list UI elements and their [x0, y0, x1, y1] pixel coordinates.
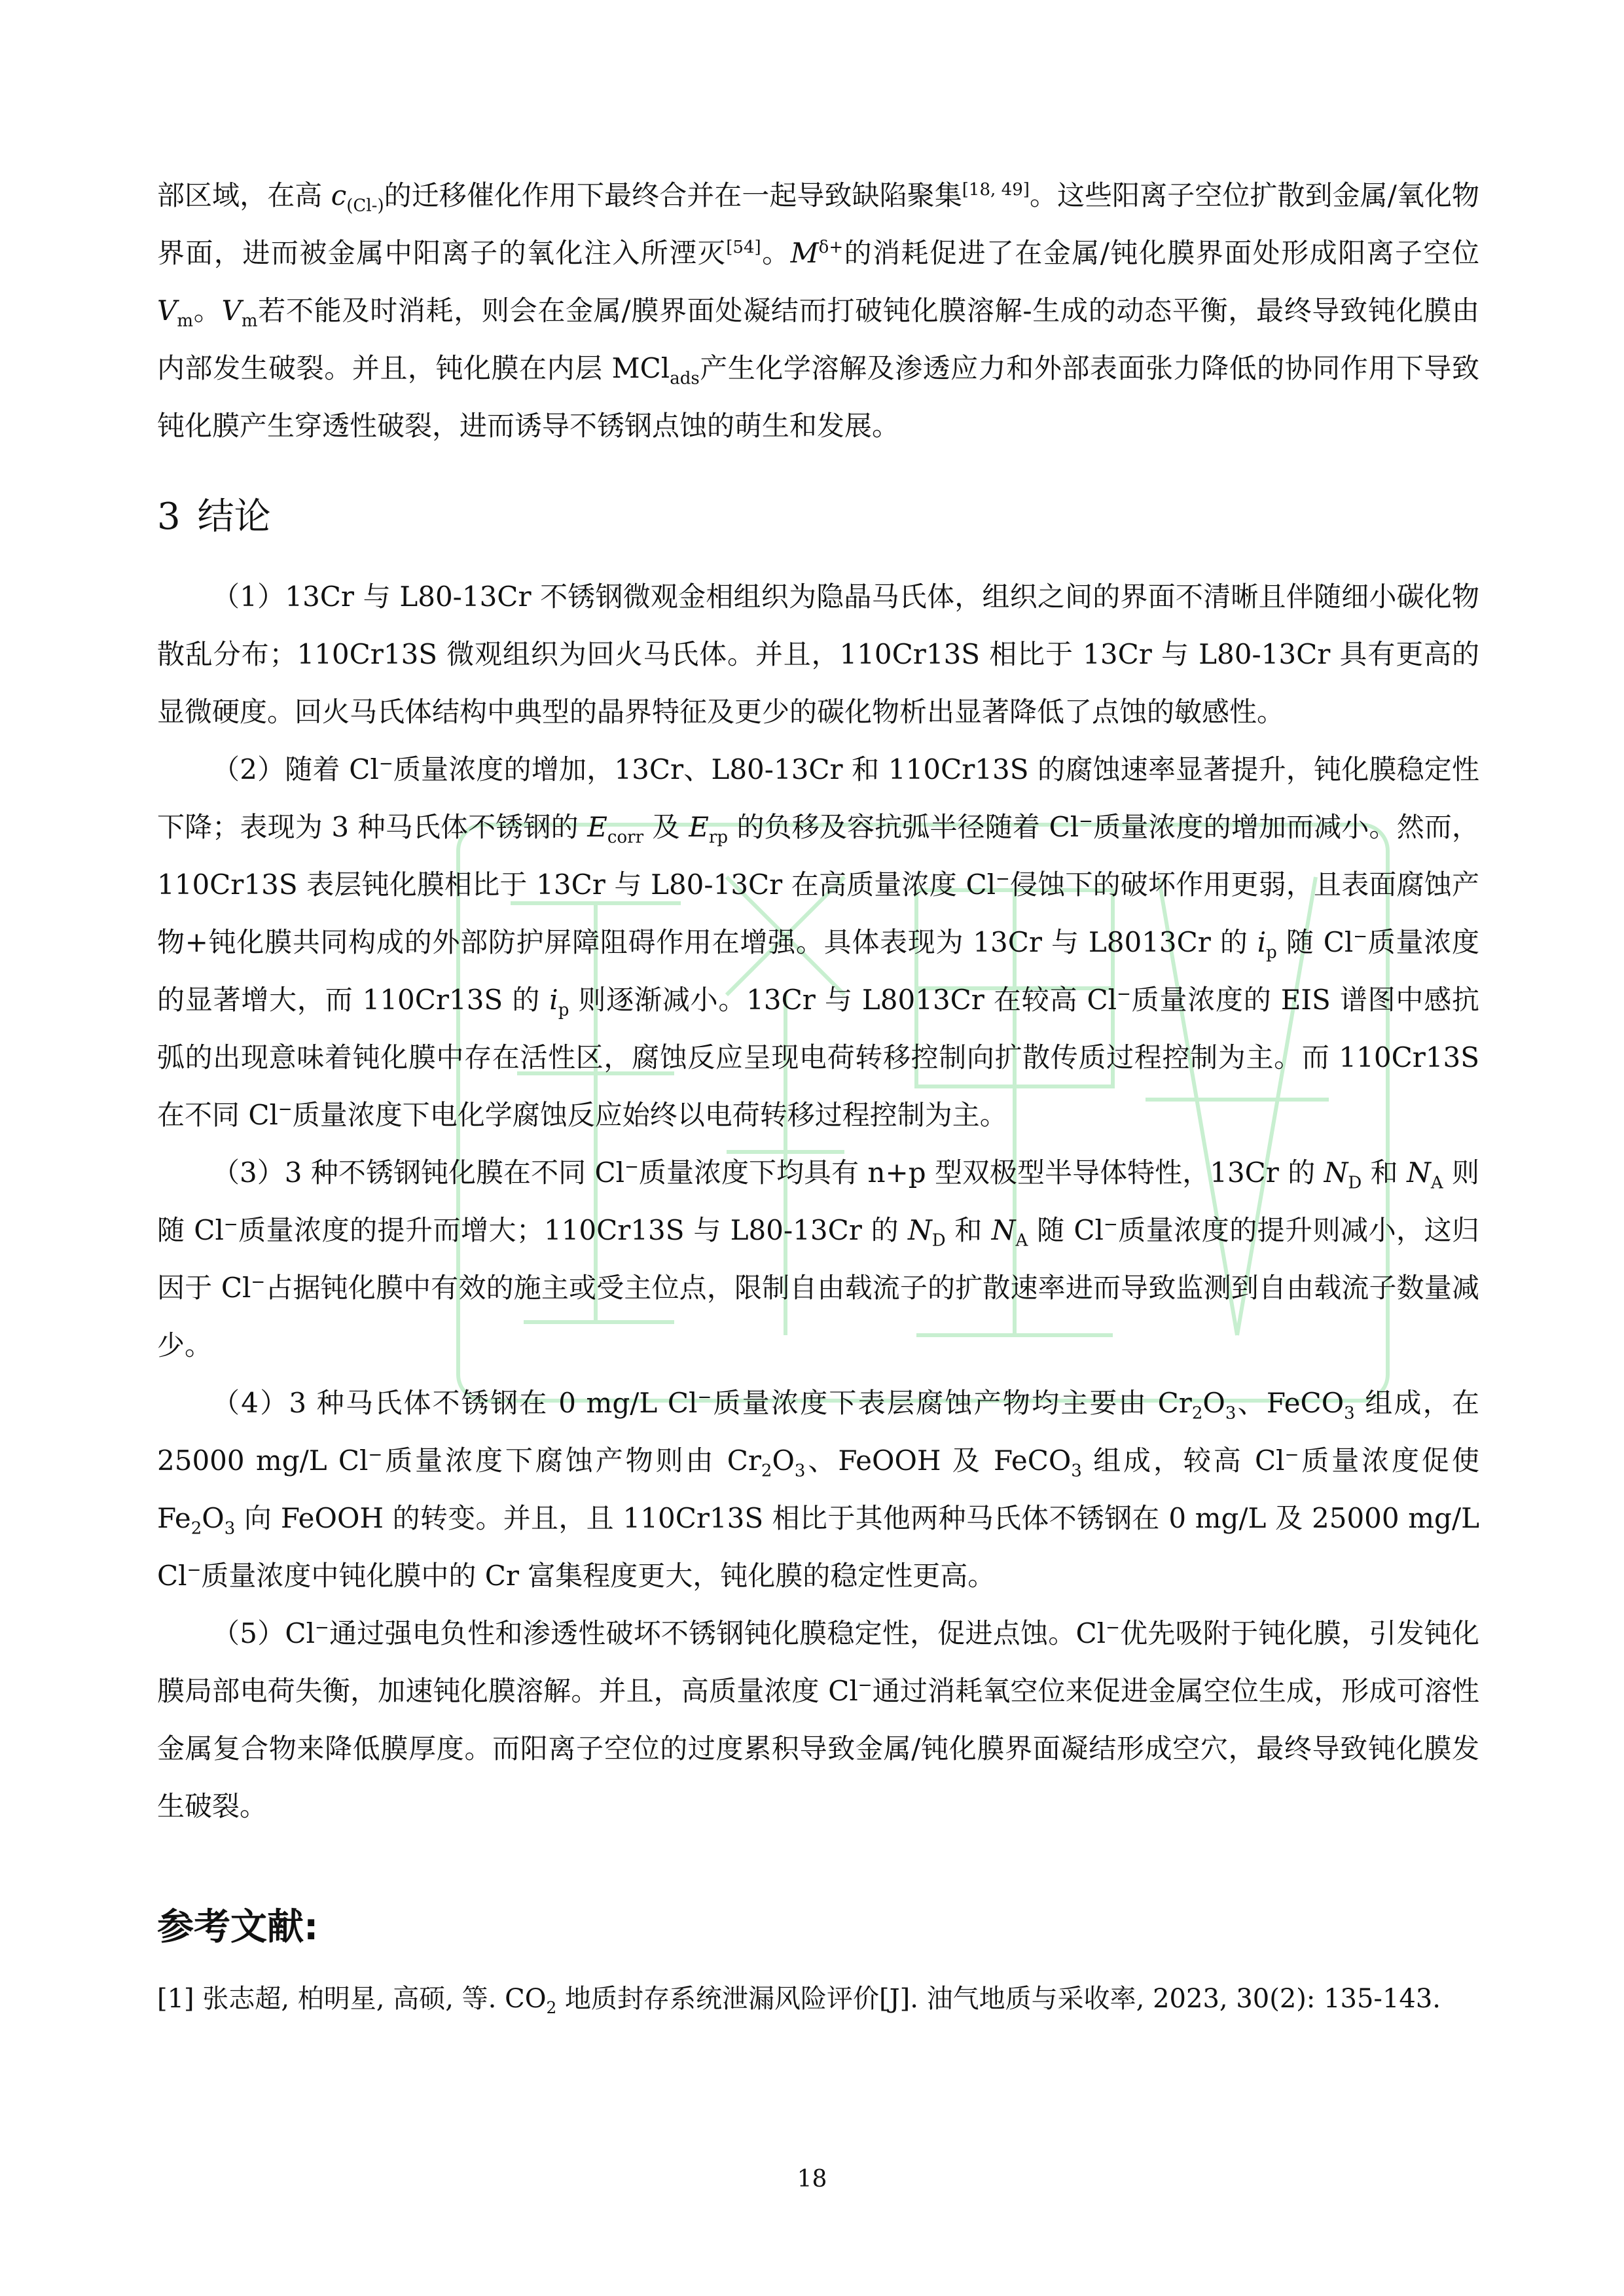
conclusion-paragraph-5: [157, 1605, 1479, 1835]
text-run: 则随 Cl: [157, 1157, 1480, 1246]
text-run: （1）13Cr 与 L80-13Cr 不锈钢微观金相组织为隐晶马氏体，组织之间的界面不清晰且伴随细小碳化物散乱分布；110Cr13S 微观组织为回火马氏体。并且，110Cr13S 相比于 13Cr 与 L80-13Cr 具有更高的显微硬度。回火马氏体结构中典型的晶界特征及更少的碳化物析出显著降低了点蚀的敏感性。: [157, 581, 1479, 728]
italic-symbol: M: [790, 237, 819, 269]
text-run: 质量浓度下腐蚀产物则由 Cr: [382, 1444, 761, 1477]
superscript-text: −: [368, 1445, 383, 1465]
italic-symbol: N: [1324, 1157, 1348, 1189]
text-run: 质量浓度的增加而减小。然而，110Cr13S 表层钝化膜相比于 13Cr 与 L80-13Cr 在高质量浓度 Cl: [157, 811, 1479, 901]
text-run: [1] 张志超, 柏明星, 高硕, 等. CO: [157, 1984, 547, 2014]
italic-symbol: i: [549, 984, 558, 1016]
subscript-text: p: [1266, 942, 1277, 963]
page-number: 18: [797, 2166, 827, 2193]
references-heading: 参考文献:: [157, 1906, 319, 1948]
text-run: 质量浓度的显著增大，而 110Cr13S 的: [157, 926, 1479, 1016]
superscript-text: −: [1117, 984, 1131, 1004]
superscript-text: −: [1353, 927, 1368, 946]
text-run: （2）随着 Cl: [212, 753, 379, 785]
text-run: 、FeOOH 及 FeCO: [805, 1444, 1072, 1477]
conclusion-paragraph-1: [157, 568, 1479, 741]
text-run: 质量浓度下均具有 n+p 型双极型半导体特性，13Cr 的: [638, 1157, 1324, 1189]
italic-symbol: N: [1407, 1157, 1431, 1189]
text-run: O: [772, 1444, 795, 1477]
text-run: 占据钝化膜中有效的施主或受主位点，限制自由载流子的扩散速率进而导致监测到自由载流子数量减少。: [157, 1272, 1479, 1361]
superscript-text: −: [315, 1618, 329, 1638]
text-run: （5）Cl: [212, 1617, 316, 1649]
text-run: 的负移及容抗弧半径随着 Cl: [727, 811, 1079, 843]
subscript-text: 2: [761, 1461, 772, 1481]
subscript-text: (Cl-): [346, 196, 384, 216]
text-run: 优先吸附于钝化膜，引发钝化膜局部电荷失衡，加速钝化膜溶解。并且，高质量浓度 Cl: [157, 1617, 1479, 1707]
subscript-text: 2: [190, 1518, 202, 1539]
text-run: 侵蚀下的破坏作用更弱，且表面腐蚀产物+钝化膜共同构成的外部防护屏障阻碍作用在增强。具体表现为 13Cr 与 L8013Cr 的: [157, 869, 1479, 958]
text-run: 和: [945, 1214, 992, 1246]
text-run: 和: [1362, 1157, 1407, 1189]
text-run: 通过强电负性和渗透性破坏不锈钢钝化膜稳定性，促进点蚀。Cl: [329, 1617, 1106, 1649]
text-run: 质量浓度的提升而增大；110Cr13S 与 L80-13Cr 的: [238, 1214, 908, 1246]
section-title: 结论: [197, 495, 271, 538]
conclusions-list: [157, 568, 1479, 1835]
superscript-text: −: [1104, 1215, 1118, 1234]
text-run: 若不能及时消耗，则会在金属/膜界面处凝结而打破钝化膜溶解-生成的动态平衡，最终导致钝化膜由内部发生破裂。并且，钝化膜在内层 MCl: [157, 295, 1479, 384]
subscript-text: A: [1430, 1173, 1443, 1193]
conclusion-paragraph-2: [157, 741, 1479, 1144]
subscript-text: 2: [546, 1998, 557, 2017]
text-run: 通过消耗氧空位来促进金属空位生成，形成可溶性金属复合物来降低膜厚度。而阳离子空位的过度累积导致金属/钝化膜界面凝结形成空穴，最终导致钝化膜发生破裂。: [157, 1675, 1479, 1822]
superscript-text: −: [1079, 812, 1093, 831]
italic-symbol: V: [157, 295, 177, 327]
italic-symbol: N: [991, 1214, 1016, 1246]
text-run: 。这些阳离子空位扩散到金属/氧化物界面，进而被金属中阳离子的氧化注入所湮灭: [157, 179, 1479, 269]
subscript-text: 3: [224, 1518, 236, 1539]
text-run: 组成，在 25000 mg/L Cl: [157, 1387, 1479, 1477]
text-run: 质量浓度的 EIS 谱图中感抗弧的出现意味着钝化膜中存在活性区，腐蚀反应呈现电荷转移控制向扩散传质过程控制为主。而 110Cr13S 在不同 Cl: [157, 984, 1479, 1131]
text-run: 质量浓度的提升则减小，这归因于 Cl: [157, 1214, 1479, 1304]
text-run: 。: [761, 237, 791, 269]
text-run: （3）3 种不锈钢钝化膜在不同 Cl: [212, 1157, 625, 1189]
subscript-text: 3: [1071, 1461, 1082, 1481]
text-run: 。: [193, 295, 222, 327]
text-run: 的迁移催化作用下最终合并在一起导致缺陷聚集: [384, 179, 962, 211]
text-run: 质量浓度的增加，13Cr、L80-13Cr 和 110Cr13S 的腐蚀速率显著提升，钝化膜稳定性下降；表现为 3 种马氏体不锈钢的: [157, 753, 1479, 843]
text-run: O: [1202, 1387, 1225, 1419]
subscript-text: D: [1348, 1173, 1362, 1193]
italic-symbol: c: [331, 179, 347, 211]
subscript-text: 3: [1225, 1403, 1236, 1424]
subscript-text: 2: [1191, 1403, 1203, 1424]
italic-symbol: E: [587, 811, 607, 843]
text-run: 产生化学溶解及渗透应力和外部表面张力降低的协同作用下导致钝化膜产生穿透性破裂，进而诱导不锈钢点蚀的萌生和发展。: [157, 352, 1479, 442]
italic-symbol: N: [907, 1214, 932, 1246]
intro-section: [157, 167, 1479, 455]
conclusion-paragraph-4: [157, 1374, 1479, 1605]
text-run: 及: [643, 811, 689, 843]
superscript-text: [18, 49]: [962, 180, 1030, 200]
text-run: 质量浓度下电化学腐蚀反应始终以电荷转移过程控制为主。: [292, 1099, 1007, 1131]
text-run: 地质封存系统泄漏风险评价[J]. 油气地质与采收率, 2023, 30(2): 135-143.: [556, 1984, 1441, 2014]
section-heading: [157, 491, 271, 543]
superscript-text: −: [857, 1676, 873, 1695]
text-run: O: [202, 1502, 225, 1534]
text-run: 部区域，在高: [157, 179, 331, 211]
text-run: 质量浓度中钝化膜中的 Cr 富集程度更大，钝化膜的稳定性更高。: [201, 1560, 996, 1592]
subscript-text: ads: [670, 368, 700, 389]
superscript-text: −: [697, 1388, 712, 1407]
text-run: 质量浓度下表层腐蚀产物均主要由 Cr: [712, 1387, 1192, 1419]
text-run: 向 FeOOH 的转变。并且，且 110Cr13S 相比于其他两种马氏体不锈钢在 0 mg/L 及 25000 mg/L Cl: [157, 1502, 1479, 1592]
text-run: 随 Cl: [1028, 1214, 1104, 1246]
reference-item-1: [157, 1970, 1479, 2028]
subscript-text: m: [177, 311, 194, 331]
subscript-text: 3: [1344, 1403, 1355, 1424]
superscript-text: δ+: [818, 238, 844, 257]
subscript-text: p: [558, 1000, 569, 1020]
subscript-text: 3: [794, 1461, 806, 1481]
superscript-text: −: [251, 1272, 266, 1292]
subscript-text: D: [931, 1230, 946, 1251]
superscript-text: −: [1106, 1618, 1120, 1638]
conclusion-paragraph-3: [157, 1144, 1479, 1374]
italic-symbol: i: [1257, 926, 1267, 958]
superscript-text: −: [378, 754, 393, 774]
subscript-text: rp: [708, 827, 728, 848]
superscript-text: −: [187, 1560, 202, 1580]
text-run: 组成，较高 Cl: [1081, 1444, 1285, 1477]
text-run: 质量浓度促使 Fe: [157, 1444, 1479, 1534]
superscript-text: −: [278, 1100, 293, 1119]
superscript-text: −: [1284, 1445, 1299, 1465]
superscript-text: −: [624, 1157, 639, 1177]
subscript-text: m: [241, 311, 258, 331]
subscript-text: corr: [607, 827, 644, 848]
text-run: （4）3 种马氏体不锈钢在 0 mg/L Cl: [212, 1387, 698, 1419]
subscript-text: A: [1015, 1230, 1028, 1251]
text-run: 则逐渐减小。13Cr 与 L8013Cr 在较高 Cl: [569, 984, 1117, 1016]
superscript-text: −: [996, 869, 1010, 889]
section-number: 3: [157, 495, 181, 538]
italic-symbol: V: [221, 295, 242, 327]
text-run: 随 Cl: [1276, 926, 1354, 958]
intro-paragraph: [157, 167, 1479, 455]
text-run: 、FeCO: [1236, 1387, 1344, 1419]
italic-symbol: E: [689, 811, 709, 843]
superscript-text: [54]: [726, 238, 761, 257]
superscript-text: −: [223, 1215, 238, 1234]
text-run: 的消耗促进了在金属/钝化膜界面处形成阳离子空位: [843, 237, 1479, 269]
